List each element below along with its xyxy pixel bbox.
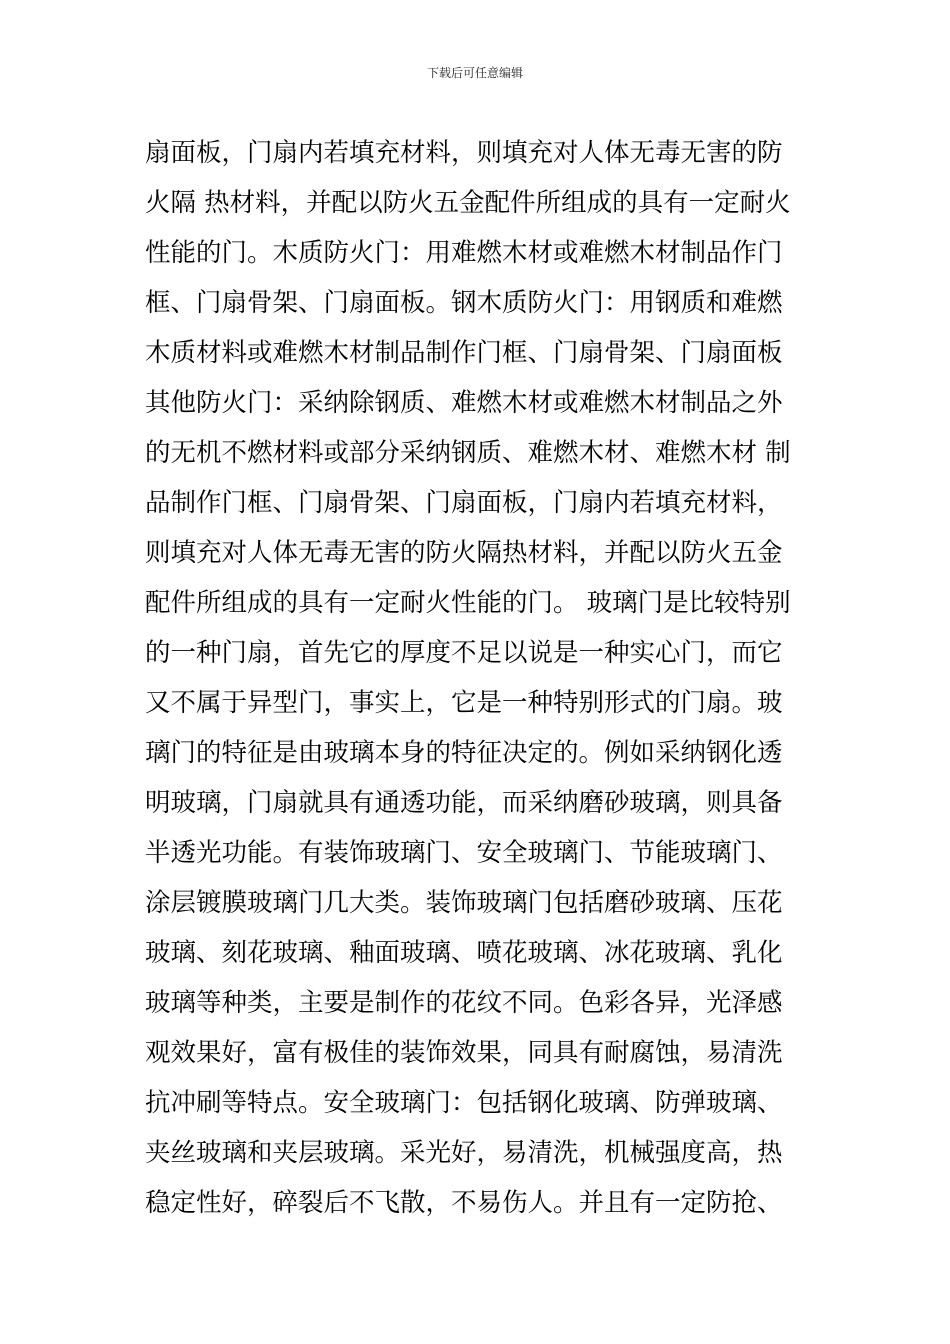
text-line: 观效果好，富有极佳的装饰效果，同具有耐腐蚀，易清洗 bbox=[145, 1038, 783, 1068]
text-line: 玻璃、刻花玻璃、釉面玻璃、喷花玻璃、冰花玻璃、乳化 bbox=[145, 938, 783, 968]
page-header: 下载后可任意编辑 bbox=[426, 66, 523, 80]
text-line: 玻璃等种类，主要是制作的花纹不同。色彩各异，光泽感 bbox=[145, 988, 783, 1018]
text-line: 品制作门框、门扇骨架、门扇面板，门扇内若填充材料， bbox=[145, 488, 783, 518]
text-line: 框、门扇骨架、门扇面板。钢木质防火门：用钢质和难燃 bbox=[145, 288, 783, 318]
text-line: 稳定性好，碎裂后不飞散，不易伤人。并且有一定防抢、 bbox=[145, 1188, 783, 1218]
text-line: 火隔 热材料，并配以防火五金配件所组成的具有一定耐火 bbox=[145, 188, 791, 218]
text-line: 抗冲刷等特点。安全玻璃门：包括钢化玻璃、防弹玻璃、 bbox=[145, 1088, 783, 1118]
text-line: 则填充对人体无毒无害的防火隔热材料，并配以防火五金 bbox=[145, 538, 783, 568]
text-line: 木质材料或难燃木材制品制作门框、门扇骨架、门扇面板 bbox=[145, 338, 783, 368]
text-line: 明玻璃，门扇就具有通透功能，而采纳磨砂玻璃，则具备 bbox=[145, 788, 783, 818]
text-line: 的无机不燃材料或部分采纳钢质、难燃木材、难燃木材 制 bbox=[145, 438, 791, 468]
body-text bbox=[145, 128, 810, 1228]
text-line: 涂层镀膜玻璃门几大类。装饰玻璃门包括磨砂玻璃、压花 bbox=[145, 888, 783, 918]
text-line: 扇面板，门扇内若填充材料，则填充对人体无毒无害的防 bbox=[145, 138, 783, 168]
text-line: 性能的门。木质防火门：用难燃木材或难燃木材制品作门 bbox=[145, 238, 783, 268]
text-line: 又不属于异型门，事实上，它是一种特别形式的门扇。玻 bbox=[145, 688, 783, 718]
text-line: 的一种门扇，首先它的厚度不足以说是一种实心门，而它 bbox=[145, 638, 783, 668]
text-line: 其他防火门：采纳除钢质、难燃木材或难燃木材制品之外 bbox=[145, 388, 783, 418]
text-line: 半透光功能。有装饰玻璃门、安全玻璃门、节能玻璃门、 bbox=[145, 838, 783, 868]
text-line: 配件所组成的具有一定耐火性能的门。 玻璃门是比较特别 bbox=[145, 588, 791, 618]
text-line: 璃门的特征是由玻璃本身的特征决定的。例如采纳钢化透 bbox=[145, 738, 783, 768]
text-line: 夹丝玻璃和夹层玻璃。采光好，易清洗，机械强度高，热 bbox=[145, 1138, 783, 1168]
